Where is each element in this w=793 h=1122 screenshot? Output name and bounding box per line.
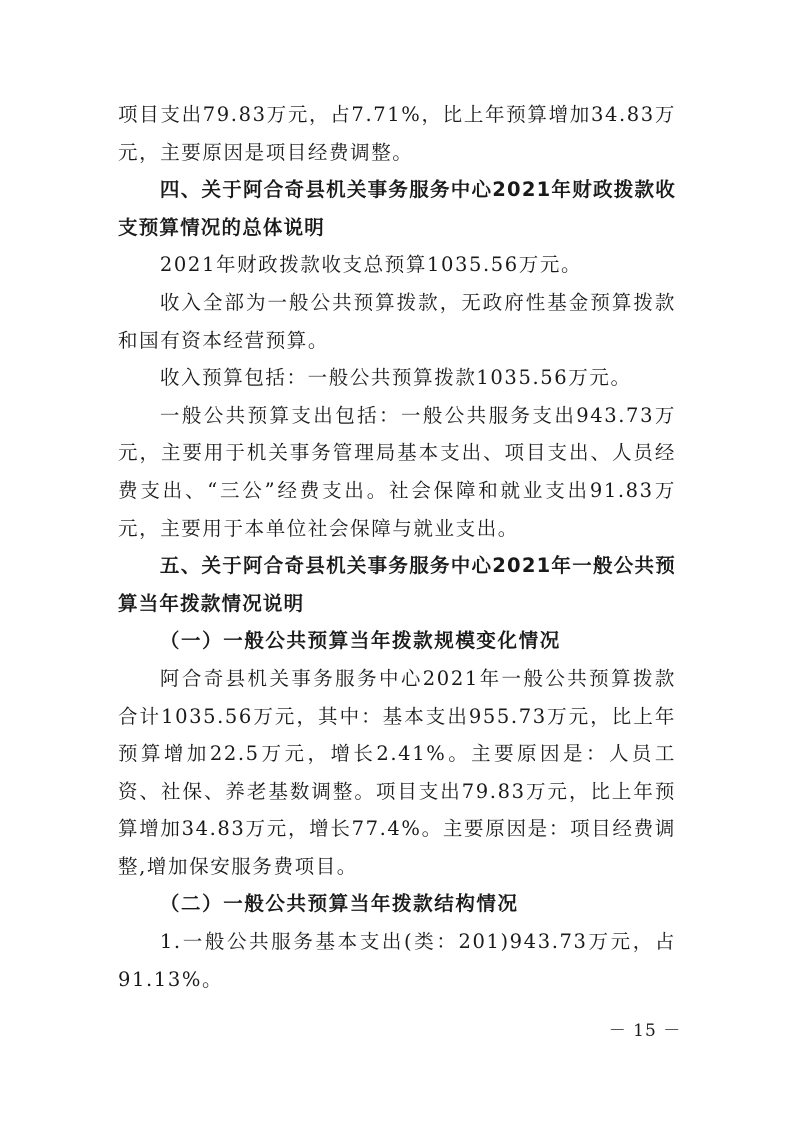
paragraph-expenditure-breakdown: 一般公共预算支出包括：一般公共服务支出943.73万元，主要用于机关事务管理局基本支出、项目支出、人员经费支出、“三公”经费支出。社会保障和就业支出91.83万元，主要用于本单位社会保障与就业支出。 — [118, 403, 676, 540]
page-number: － 15 － — [608, 1021, 682, 1041]
paragraph-income-source: 收入全部为一般公共预算拨款，无政府性基金预算拨款和国有资本经营预算。 — [118, 290, 676, 352]
subsection-heading-2: （二）一般公共预算当年拨款结构情况 — [159, 892, 519, 916]
paragraph-total-budget: 2021年财政拨款收支总预算1035.56万元。 — [159, 253, 583, 277]
paragraph-structure-item-1: 1.一般公共服务基本支出(类：201)943.73万元，占91.13%。 — [118, 930, 676, 991]
document-body — [118, 96, 676, 998]
section-heading-5: 五、关于阿合奇县机关事务服务中心2021年一般公共预算当年拨款情况说明 — [118, 554, 676, 615]
paragraph-income-budget: 收入预算包括：一般公共预算拨款1035.56万元。 — [159, 366, 632, 390]
paragraph-scale-change: 阿合奇县机关事务服务中心2021年一般公共预算拨款合计1035.56万元，其中：基本支出955.73万元，比上年预算增加22.5万元，增长2.41%。主要原因是：人员工资、社保、养老基数调整。项目支出79.83万元，比上年预算增加34.83万元，增长77.4%。主要原因是：项目经费调整,增加保安服务费项目。 — [118, 666, 676, 878]
subsection-heading-1: （一）一般公共预算当年拨款规模变化情况 — [159, 629, 561, 653]
paragraph-project-expenditure: 项目支出79.83万元，占7.71%，比上年预算增加34.83万元，主要原因是项目经费调整。 — [118, 103, 676, 164]
section-heading-4: 四、关于阿合奇县机关事务服务中心2021年财政拨款收支预算情况的总体说明 — [118, 178, 676, 239]
